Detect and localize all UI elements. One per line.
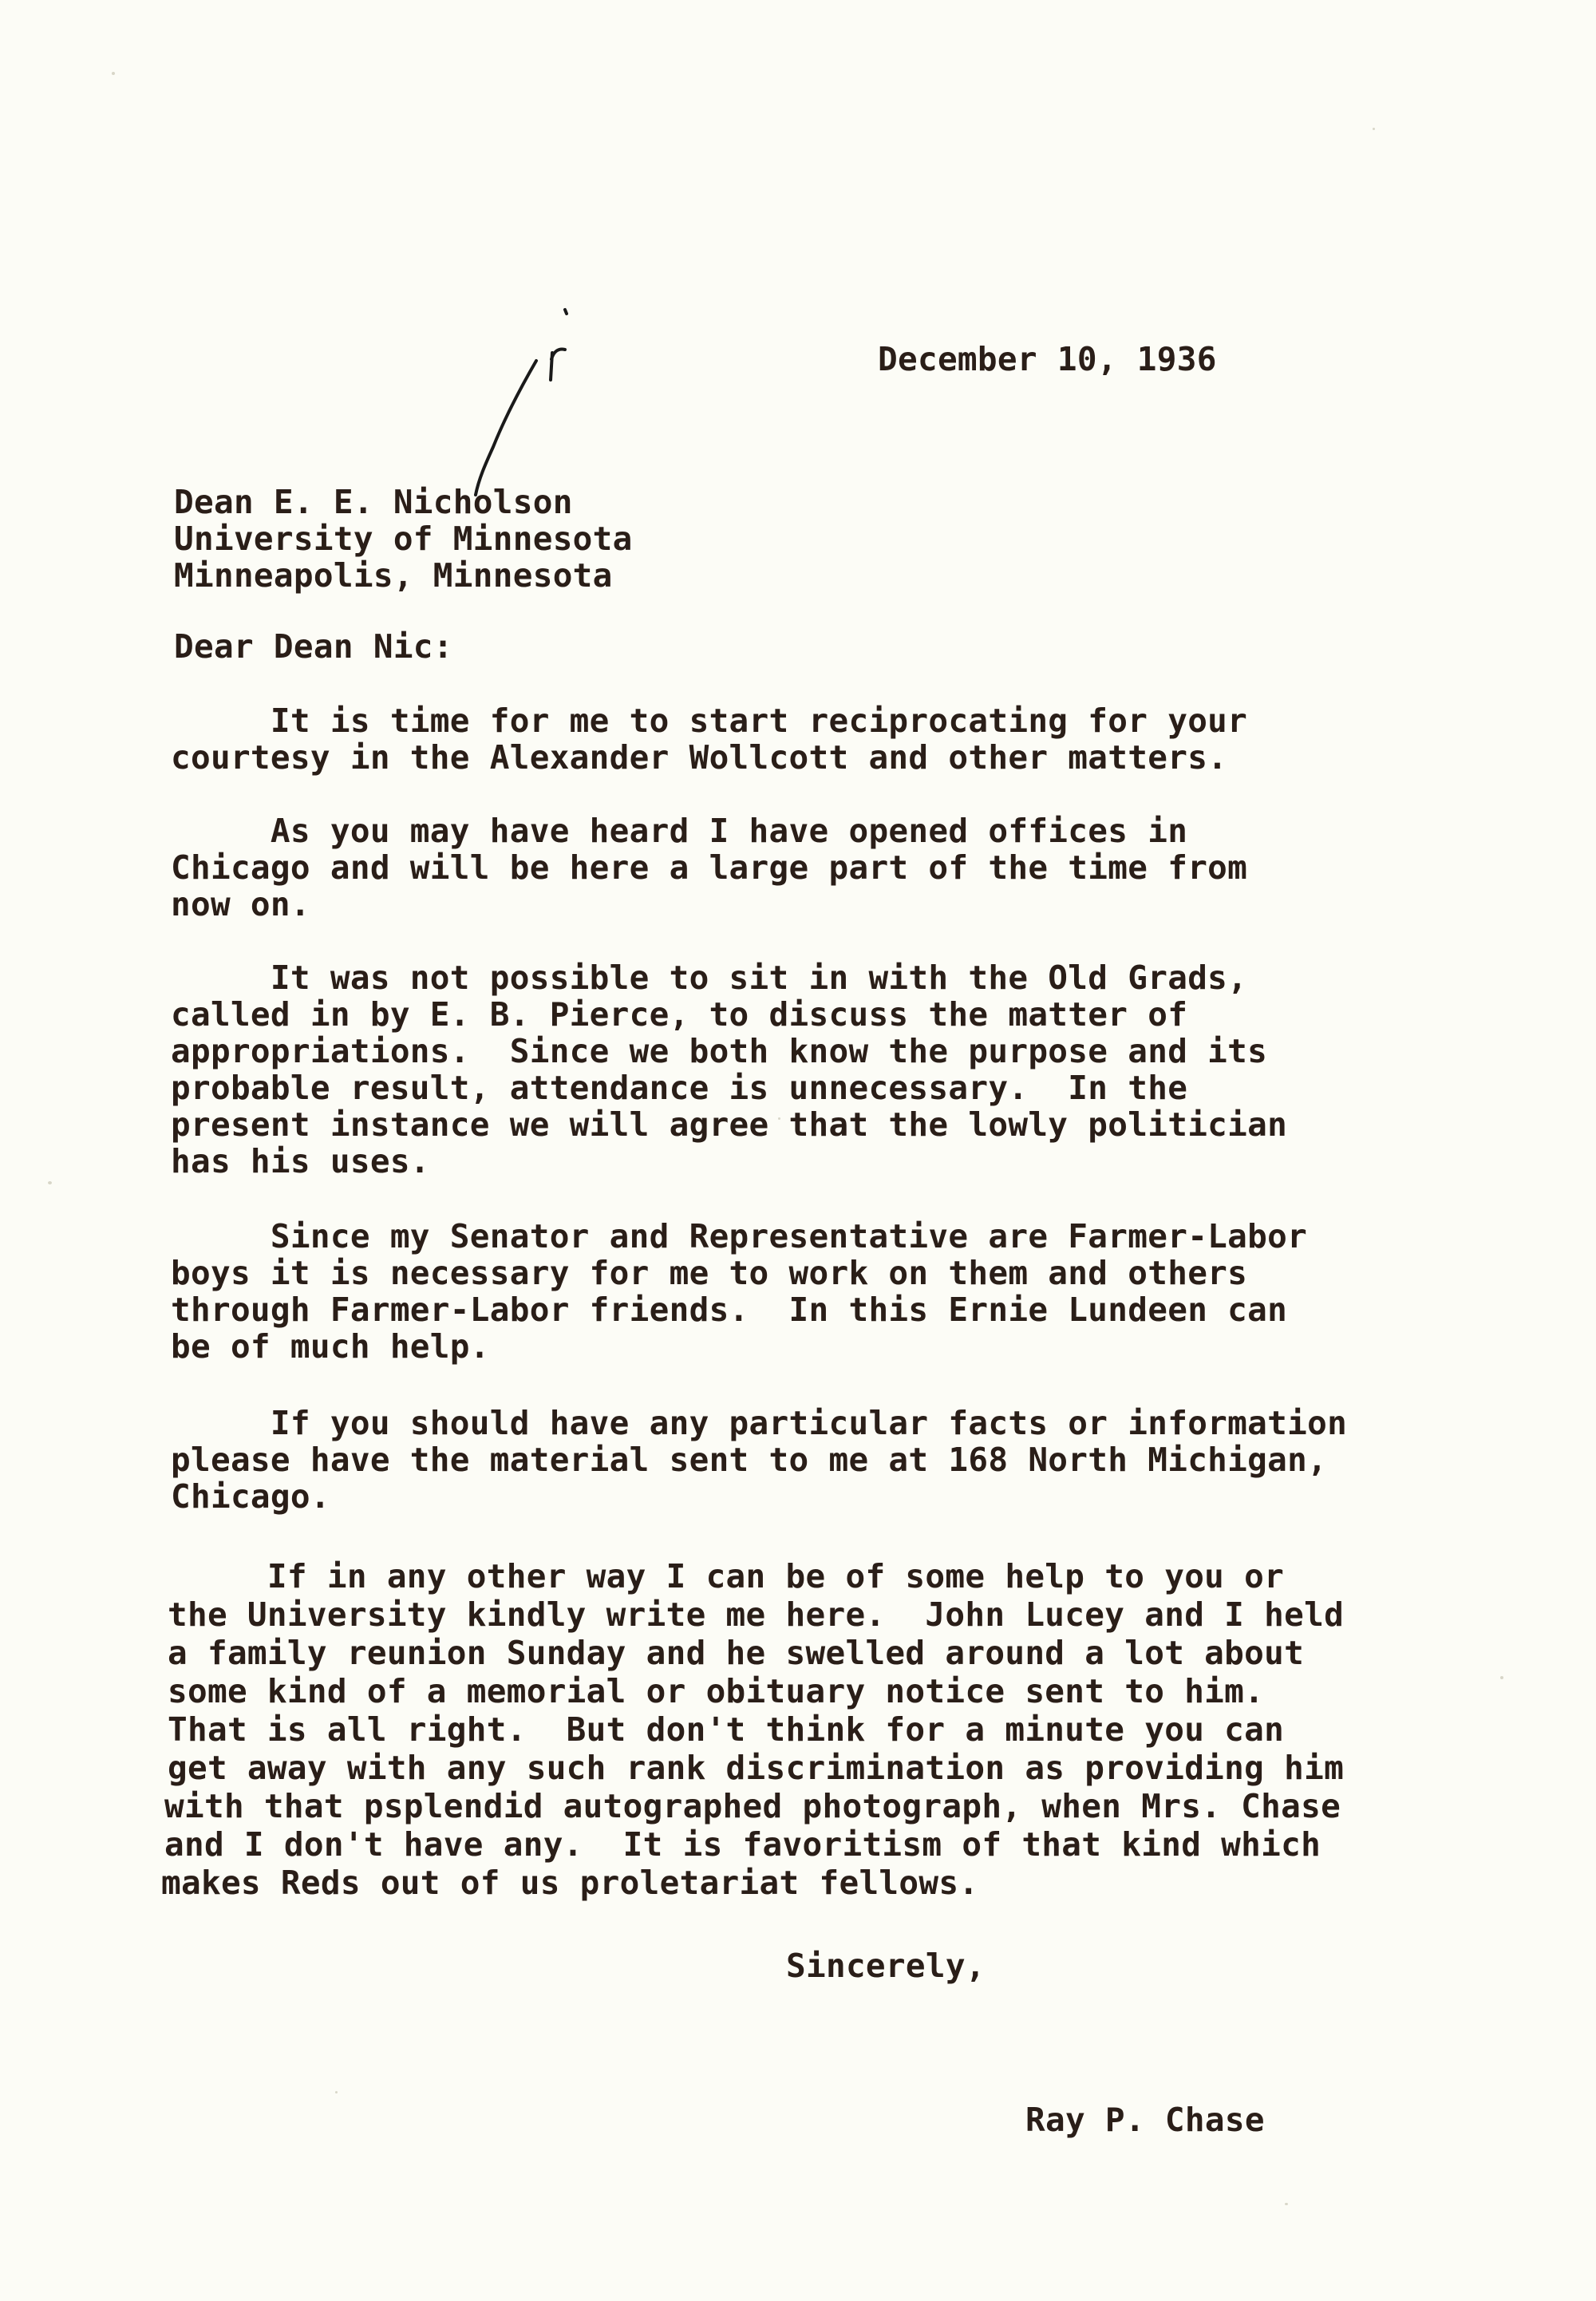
body-line: Since my Senator and Representative are Farmer-Labor	[171, 1217, 1308, 1255]
body-line: It was not possible to sit in with the Old Grads,	[171, 959, 1248, 997]
handwritten-pen-mark	[447, 279, 591, 503]
body-line: a family reunion Sunday and he swelled around a lot about	[168, 1634, 1305, 1672]
body-line: probable result, attendance is unnecessary. In the	[171, 1069, 1188, 1107]
signature-name: Ray P. Chase	[1025, 2101, 1265, 2139]
salutation: Dear Dean Nic:	[174, 627, 453, 666]
body-line: boys it is necessary for me to work on them and others	[171, 1254, 1248, 1292]
body-line: That is all right. But don't think for a minute you can	[168, 1710, 1285, 1749]
body-line: get away with any such rank discrimination as providing him	[168, 1749, 1345, 1787]
address-line-name: Dean E. E. Nicholson	[174, 483, 573, 521]
body-line: It is time for me to start reciprocating for your	[171, 702, 1248, 740]
body-line: called in by E. B. Pierce, to discuss the matter of	[171, 995, 1188, 1034]
closing: Sincerely,	[786, 1947, 986, 1985]
address-line-city: Minneapolis, Minnesota	[174, 556, 613, 595]
body-line: and I don't have any. It is favoritism of that kind which	[164, 1825, 1321, 1864]
body-line: the University kindly write me here. John Lucey and I held	[168, 1595, 1345, 1634]
body-line: with that psplendid autographed photograph, when Mrs. Chase	[164, 1787, 1341, 1825]
body-line: be of much help.	[171, 1327, 490, 1366]
letter-date: December 10, 1936	[878, 340, 1217, 378]
body-line: has his uses.	[171, 1142, 430, 1180]
body-line: If you should have any particular facts or information	[171, 1404, 1348, 1442]
body-line: appropriations. Since we both know the purpose and its	[171, 1032, 1268, 1070]
body-line: present instance we will agree that the lowly politician	[171, 1105, 1288, 1144]
body-line: Chicago.	[171, 1477, 330, 1516]
body-line: As you may have heard I have opened offices in	[171, 812, 1188, 850]
body-line: makes Reds out of us proletariat fellows.	[161, 1864, 979, 1902]
body-line: now on.	[171, 885, 310, 923]
body-line: some kind of a memorial or obituary notice sent to him.	[168, 1672, 1265, 1710]
body-line: through Farmer-Labor friends. In this Ernie Lundeen can	[171, 1291, 1288, 1329]
address-line-institution: University of Minnesota	[174, 520, 633, 558]
body-line: courtesy in the Alexander Wollcott and other matters.	[171, 738, 1228, 777]
body-line: please have the material sent to me at 168 North Michigan,	[171, 1441, 1328, 1479]
body-line: If in any other way I can be of some help to you or	[168, 1557, 1285, 1595]
body-line: Chicago and will be here a large part of the time from	[171, 848, 1248, 887]
